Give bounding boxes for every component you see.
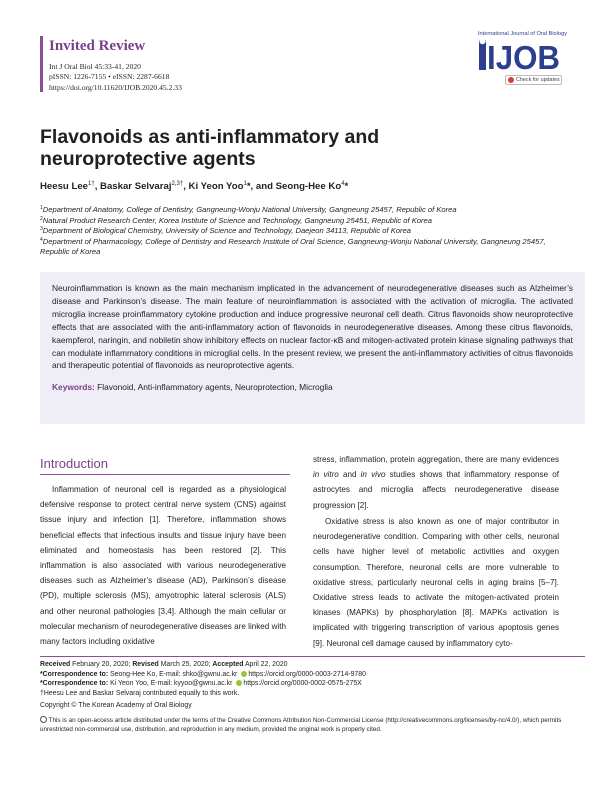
footer-notes xyxy=(40,660,366,698)
license-note: This is an open-access article distributed under the terms of the Creative Commons Attribution Non-Commercial License (http://creativecommons.org/licenses/by-nc/4.0/), which permits unrestricted non-commercial use, distribution, and reproduction in any medium, provided the original work is properly cited. xyxy=(40,717,562,733)
author: Seong-Hee Ko xyxy=(275,181,342,192)
journal-name: International Journal of Oral Biology xyxy=(478,31,567,37)
orcid-link[interactable]: https://orcid.org/0000-0002-0575-275X xyxy=(243,680,362,688)
author-separator: , xyxy=(94,181,101,192)
affiliation: $^1$Department of Anatomy, College of Dentistry, Gangneung-Wonju National University, Gangneung 25457, Republic of Korea xyxy=(40,205,457,214)
affiliation-list xyxy=(40,205,565,258)
intro-paragraph-2: Oxidative stress is also known as one of major contributor in neurodegenerative condition. Comparing with other cells, neuronal cells have higher level of metabolic activities and oxygen consumption. Therefore, neuronal cells are more vulnerable to oxidative stress, particularly neuronal cells in aging brains [5–7]. Oxidative stress leads to activate the mitogen-activated protein kinases (MAPKs) by phosphorylation [8]. MAPKs activation is implicated with triggering transcription of various apoptosis genes [9]. Neuronal cell damage caused by inflammatory cyto- xyxy=(313,517,559,648)
author: Heesu Lee xyxy=(40,181,88,192)
affiliation: $^2$Natural Product Research Center, Korea Institute of Science and Technology, Gangneung 25451, Republic of Korea xyxy=(40,215,432,225)
check-updates-icon xyxy=(508,77,514,83)
author-separator: , xyxy=(183,181,189,192)
abstract-text: Neuroinflammation is known as the main mechanism implicated in the advancement of neurodegenerative diseases such as Alzheimer’s disease and Parkinson’s disease. The main feature of neuroinflammation is associated with the activation of microglia. The activated microglia increase proinflammatory cytokine production and induce progressive neuronal cell death. Citrus flavonoids show neuroprotective effects that are associated with the anti-inflammatory action of flavonoids in neurodegenerative diseases. Among these citrus flavonoids, kaempferol, naringin, and nobiletin show inhibitory effects on nuclear factor-κB and mitogen-activated protein kinase signaling pathways that can modulate inflammatory conditions in microglial cells. In the present review, we present the anti-inflammatory activities of citrus flavonoids and therapeutic potential of flavonoids as neuroprotective agents. xyxy=(52,283,573,371)
author-affiliation-marker: 4 xyxy=(341,181,345,187)
correspondence-2: *Correspondence to: Ki Yeon Yoo, E-mail: kyyoo@gwnu.ac.kr https://orcid.org/0000-0002-0575-275X xyxy=(40,680,362,688)
intro-paragraph-continued: stress, inflammation, protein aggregation, there are many evidences in vitro and in vivo studies shows that inflammatory response of astrocytes and microglia affects neurodegenerative disease progression [2]. xyxy=(313,455,559,510)
author-affiliation-marker: 1† xyxy=(88,181,95,187)
copyright: Copyright © The Korean Academy of Oral Biology xyxy=(40,702,192,709)
introduction-heading: Introduction xyxy=(40,456,108,471)
intro-paragraph-1: Inflammation of neuronal cell is regarded as a physiological defensive response to protect central nerve system (CNS) against tissue injury and infection [1]. Therefore, inflammation shows beneficial effects that infectious insults and tissue injury have been eliminated and homeostasis has been restored [2]. This inflammation is also associated with various neurodegenerative diseases such as Alzheimer’s disease (AD), Parkinson’s disease (PD), multiple sclerosis (MS), amyotrophic lateral sclerosis (ALS) and other neuronal pathologies [3,4]. Although the main cellular or molecular mechanism of neurodegenerative diseases are linked with many factors including oxidative xyxy=(40,485,286,647)
affiliation: $^4$Department of Pharmacology, College of Dentistry and Research Institute of Oral Science, Gangneung-Wonju National University, Gangneung 25457, Republic of Korea xyxy=(40,236,546,257)
section-divider xyxy=(40,474,290,475)
equal-contribution-note: †Heesu Lee and Baskar Selvaraj contributed equally to this work. xyxy=(40,689,240,697)
keywords-label: Keywords: xyxy=(52,382,95,393)
check-updates-label: Check for updates xyxy=(516,77,560,83)
doi-link[interactable]: https://doi.org/10.11620/IJOB.2020.45.2.33 xyxy=(49,82,182,92)
issn: pISSN: 1226-7155 • eISSN: 2287-6618 xyxy=(49,72,170,82)
author-separator: * xyxy=(344,181,349,192)
author-separator: *, and xyxy=(246,181,276,192)
orcid-link[interactable]: https://orcid.org/0000-0003-2714-9780 xyxy=(248,670,366,678)
author-list xyxy=(40,181,348,192)
header-accent-bar xyxy=(40,36,43,92)
section-label: Invited Review xyxy=(49,38,146,54)
footer-divider xyxy=(40,656,585,657)
author: Baskar Selvaraj xyxy=(100,181,172,192)
orcid-icon xyxy=(236,680,242,686)
citation: Int J Oral Biol 45:33-41, 2020 xyxy=(49,62,141,71)
affiliation: $^3$Department of Biological Chemistry, University of Science and Technology, Daejeon 34113, Republic of Korea xyxy=(40,226,411,236)
abstract-box xyxy=(40,272,585,424)
logo-text: IJOB xyxy=(487,39,560,73)
keywords-text: Flavonoid, Anti-inflammatory agents, Neuroprotection, Microglia xyxy=(97,382,333,393)
citation-block xyxy=(49,62,182,93)
article-title: Flavonoids as anti-inflammatory and neuroprotective agents xyxy=(40,126,380,170)
check-updates-button[interactable] xyxy=(505,75,562,85)
author-affiliation-marker: 1 xyxy=(243,181,247,187)
correspondence-1: *Correspondence to: Seong-Hee Ko, E-mail: shko@gwnu.ac.kr https://orcid.org/0000-0003-2714-9780 xyxy=(40,670,366,678)
creative-commons-icon xyxy=(40,716,47,723)
journal-logo xyxy=(478,37,562,73)
orcid-icon xyxy=(241,671,247,677)
article-dates: Received February 20, 2020; Revised March 25, 2020; Accepted April 22, 2020 xyxy=(40,661,288,668)
keywords xyxy=(52,382,573,392)
author: Ki Yeon Yoo xyxy=(188,181,244,192)
author-affiliation-marker: 2,3† xyxy=(171,181,184,187)
